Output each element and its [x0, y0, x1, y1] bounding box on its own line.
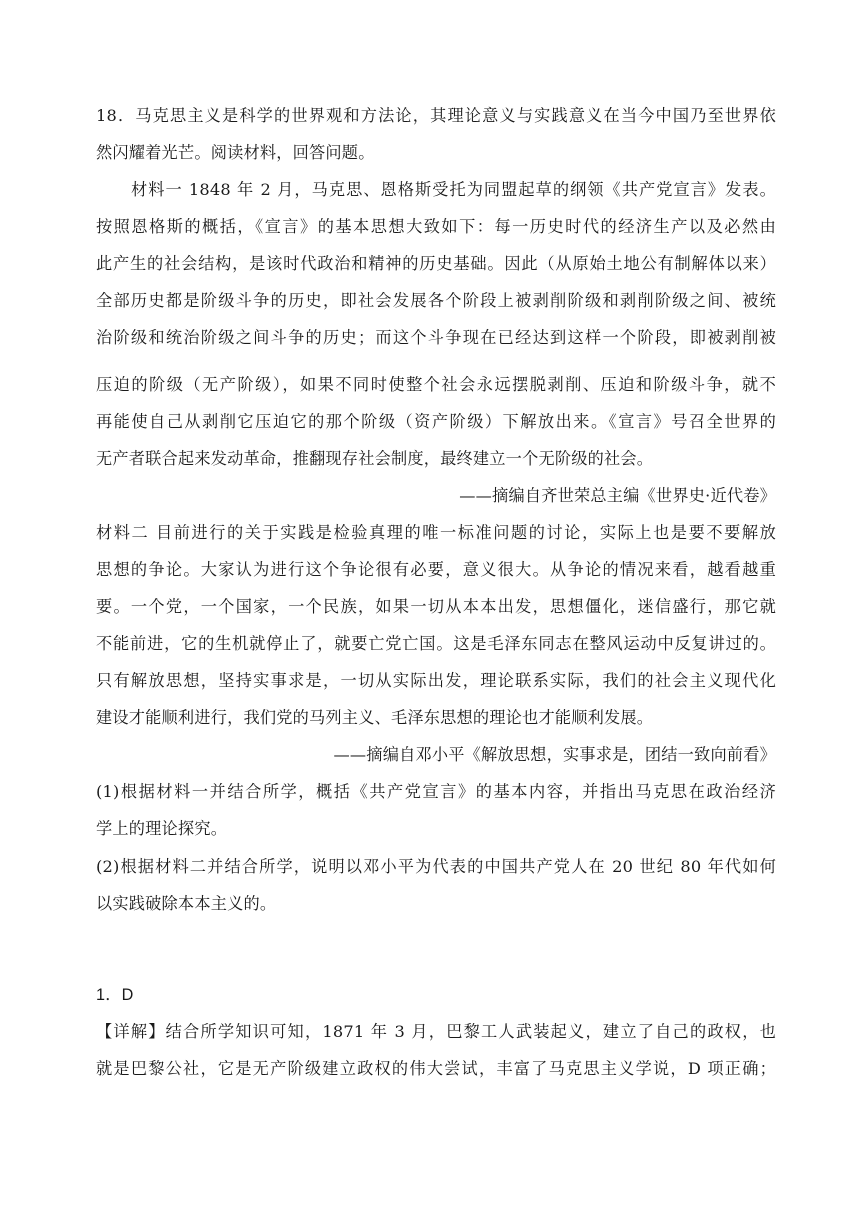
- sub-question-2-line-2: 以实践破除本本主义的。: [96, 894, 277, 913]
- material2-line-2: 思想的争论。大家认为进行这个争论很有必要，意义很大。从争论的情况来看，越看越重: [96, 560, 776, 579]
- material1-source: ——摘编自齐世荣总主编《世界史·近代卷》: [459, 486, 776, 505]
- question-stem-line-2: 然闪耀着光芒。阅读材料，回答问题。: [96, 143, 375, 162]
- material2-line-4: 不能前进，它的生机就停止了，就要亡党亡国。这是毛泽东同志在整风运动中反复讲过的。: [96, 634, 776, 653]
- sub-question-1-line-1: (1)根据材料一并结合所学，概括《共产党宣言》的基本内容，并指出马克思在政治经济: [96, 782, 776, 801]
- question-stem-line-1: 18．马克思主义是科学的世界观和方法论，其理论意义与实践意义在当今中国乃至世界依: [96, 106, 776, 125]
- material1-line-2: 按照恩格斯的概括，《宣言》的基本思想大致如下：每一历史时代的经济生产以及必然由: [96, 217, 776, 236]
- material2-line-6: 建设才能顺利进行，我们党的马列主义、毛泽东思想的理论也才能顺利发展。: [96, 708, 654, 727]
- material1-line-3: 此产生的社会结构，是该时代政治和精神的历史基础。因此（从原始土地公有制解体以来）: [96, 254, 776, 273]
- answer-detail-line-2: 就是巴黎公社，它是无产阶级建立政权的伟大尝试，丰富了马克思主义学说，D 项正确；: [96, 1059, 776, 1078]
- material1-line-5: 治阶级和统治阶级之间斗争的历史；而这个斗争现在已经达到这样一个阶段，即被剥削被: [96, 328, 776, 347]
- sub-question-2-line-1: (2)根据材料二并结合所学，说明以邓小平为代表的中国共产党人在 20 世纪 80 年代如何: [96, 857, 776, 876]
- answer-number: 1．D: [96, 986, 134, 1004]
- material1-line-6: 压迫的阶级（无产阶级），如果不同时使整个社会永远摆脱剥削、压迫和阶级斗争，就不: [96, 375, 776, 394]
- answer-detail-line-1: 【详解】结合所学知识可知，1871 年 3 月，巴黎工人武装起义，建立了自己的政权，也: [96, 1022, 776, 1041]
- material1-line-8: 无产者联合起来发动革命，推翻现存社会制度，最终建立一个无阶级的社会。: [96, 449, 654, 468]
- material1-line-7: 再能使自己从剥削它压迫它的那个阶级（资产阶级）下解放出来。《宣言》号召全世界的: [96, 412, 776, 431]
- material1-line-4: 全部历史都是阶级斗争的历史，即社会发展各个阶段上被剥削阶级和剥削阶级之间、被统: [96, 291, 776, 310]
- material2-line-3: 要。一个党，一个国家，一个民族，如果一切从本本出发，思想僵化，迷信盛行，那它就: [96, 597, 776, 616]
- material2-line-5: 只有解放思想，坚持实事求是，一切从实际出发，理论联系实际，我们的社会主义现代化: [96, 671, 776, 690]
- material2-line-1: 材料二 目前进行的关于实践是检验真理的唯一标准问题的讨论，实际上也是要不要解放: [96, 523, 776, 542]
- material1-line-1: 材料一 1848 年 2 月，马克思、恩格斯受托为同盟起草的纲领《共产党宣言》发表。: [131, 180, 776, 199]
- sub-question-1-line-2: 学上的理论探究。: [96, 819, 228, 838]
- material2-source: ——摘编自邓小平《解放思想，实事求是，团结一致向前看》: [333, 745, 776, 764]
